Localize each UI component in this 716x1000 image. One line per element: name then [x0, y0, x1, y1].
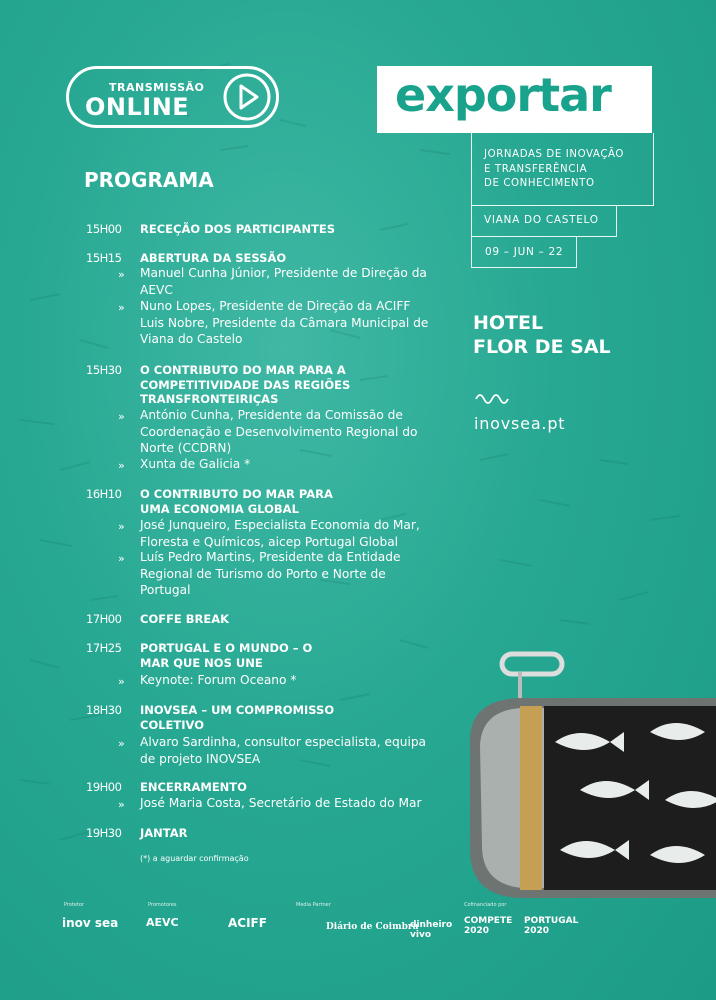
- exportar-logo: [377, 66, 652, 133]
- item-title: PORTUGAL E O MUNDO – O MAR QUE NOS UNE: [140, 641, 313, 670]
- item-time: 15H15: [86, 251, 122, 265]
- item-time: 19H30: [86, 826, 122, 840]
- item-time: 17H00: [86, 612, 122, 626]
- website-link[interactable]: inovsea.pt: [474, 414, 566, 433]
- item-time: 18H30: [86, 703, 122, 717]
- item-title: ABERTURA DA SESSÃO: [140, 251, 287, 265]
- subtitle-line: DE CONHECIMENTO: [484, 178, 595, 189]
- diario-de-coimbra-logo: Diário de Coimbra: [326, 922, 419, 932]
- footer-label: Protetor: [64, 902, 85, 908]
- item-speaker: Nuno Lopes, Presidente de Direção da ACIFF Luis Nobre, Presidente da Câmara Municipal de Viana do Castelo: [140, 299, 429, 346]
- event-date: 09 – JUN – 22: [485, 246, 564, 258]
- item-title: COFFE BREAK: [140, 612, 230, 626]
- item-time: 16H10: [86, 487, 122, 501]
- sponsor-footer: [60, 902, 660, 952]
- item-title: RECEÇÃO DOS PARTICIPANTES: [140, 222, 336, 236]
- item-speaker: José Junqueiro, Especialista Economia do Mar, Floresta e Químicos, aicep Portugal Global: [140, 518, 420, 549]
- item-speaker: Xunta de Galicia *: [140, 457, 251, 471]
- item-speaker: Alvaro Sardinha, consultor especialista, equipa de projeto INOVSEA: [140, 735, 427, 766]
- subtitle-line: JORNADAS DE INOVAÇÃO: [484, 149, 625, 160]
- venue-line2: FLOR DE SAL: [473, 336, 611, 358]
- venue: [473, 311, 611, 359]
- event-subtitle: [484, 148, 624, 192]
- subtitle-line: E TRANSFERÊNCIA: [484, 163, 588, 175]
- item-time: 17H25: [86, 641, 122, 655]
- bullet-icon: »: [118, 301, 125, 314]
- aevc-logo: AEVC: [146, 916, 179, 929]
- bullet-icon: »: [118, 552, 125, 565]
- play-icon: [222, 72, 272, 122]
- bullet-icon: »: [118, 675, 125, 688]
- item-title: ENCERRAMENTO: [140, 780, 247, 794]
- confirmation-note: (*) a aguardar confirmação: [140, 854, 249, 863]
- item-time: 15H00: [86, 222, 122, 236]
- badge-line1: TRANSMISSÃO: [109, 81, 205, 94]
- online-transmission-badge: [66, 66, 279, 128]
- item-title: INOVSEA – UM COMPROMISSO COLETIVO: [140, 703, 335, 732]
- bullet-icon: »: [118, 520, 125, 533]
- item-speaker: Luís Pedro Martins, Presidente da Entidade Regional de Turismo do Porto e Norte de Portugal: [140, 550, 401, 597]
- bullet-icon: »: [118, 459, 125, 472]
- aciff-logo: ACIFF: [228, 916, 267, 930]
- item-speaker: José Maria Costa, Secretário de Estado do Mar: [140, 796, 422, 810]
- item-time: 19H00: [86, 780, 122, 794]
- program-title: PROGRAMA: [84, 168, 214, 192]
- event-city: VIANA DO CASTELO: [484, 214, 599, 226]
- item-title: JANTAR: [140, 826, 188, 840]
- badge-line2: ONLINE: [85, 93, 190, 121]
- wave-icon: [474, 390, 514, 404]
- bullet-icon: »: [118, 268, 125, 281]
- footer-label: Media Partner: [296, 902, 331, 908]
- compete-logo: COMPETE 2020: [464, 916, 513, 936]
- item-speaker: Manuel Cunha Júnior, Presidente de Direção da AEVC: [140, 266, 427, 297]
- venue-line1: HOTEL: [473, 312, 544, 334]
- portugal2020-logo: PORTUGAL 2020: [524, 916, 579, 936]
- bullet-icon: »: [118, 737, 125, 750]
- item-speaker: Keynote: Forum Oceano *: [140, 673, 297, 687]
- item-time: 15H30: [86, 363, 122, 377]
- inovsea-logo: inov sea: [62, 916, 119, 930]
- footer-label: Cofinanciado por: [464, 902, 507, 908]
- logo-name: exportar: [395, 68, 611, 122]
- dinheiro-vivo-logo: dinheiro vivo: [410, 920, 453, 940]
- bullet-icon: »: [118, 798, 125, 811]
- sardine-can-illustration: [460, 650, 716, 910]
- item-speaker: António Cunha, Presidente da Comissão de Coordenação e Desenvolvimento Regional do Norte (CCDRN): [140, 408, 418, 455]
- footer-label: Promotores: [148, 902, 177, 908]
- item-title: O CONTRIBUTO DO MAR PARA A COMPETITIVIDADE DAS REGIÕES TRANSFRONTEIRIÇAS: [140, 363, 351, 406]
- bullet-icon: »: [118, 410, 125, 423]
- item-title: O CONTRIBUTO DO MAR PARA UMA ECONOMIA GLOBAL: [140, 487, 333, 516]
